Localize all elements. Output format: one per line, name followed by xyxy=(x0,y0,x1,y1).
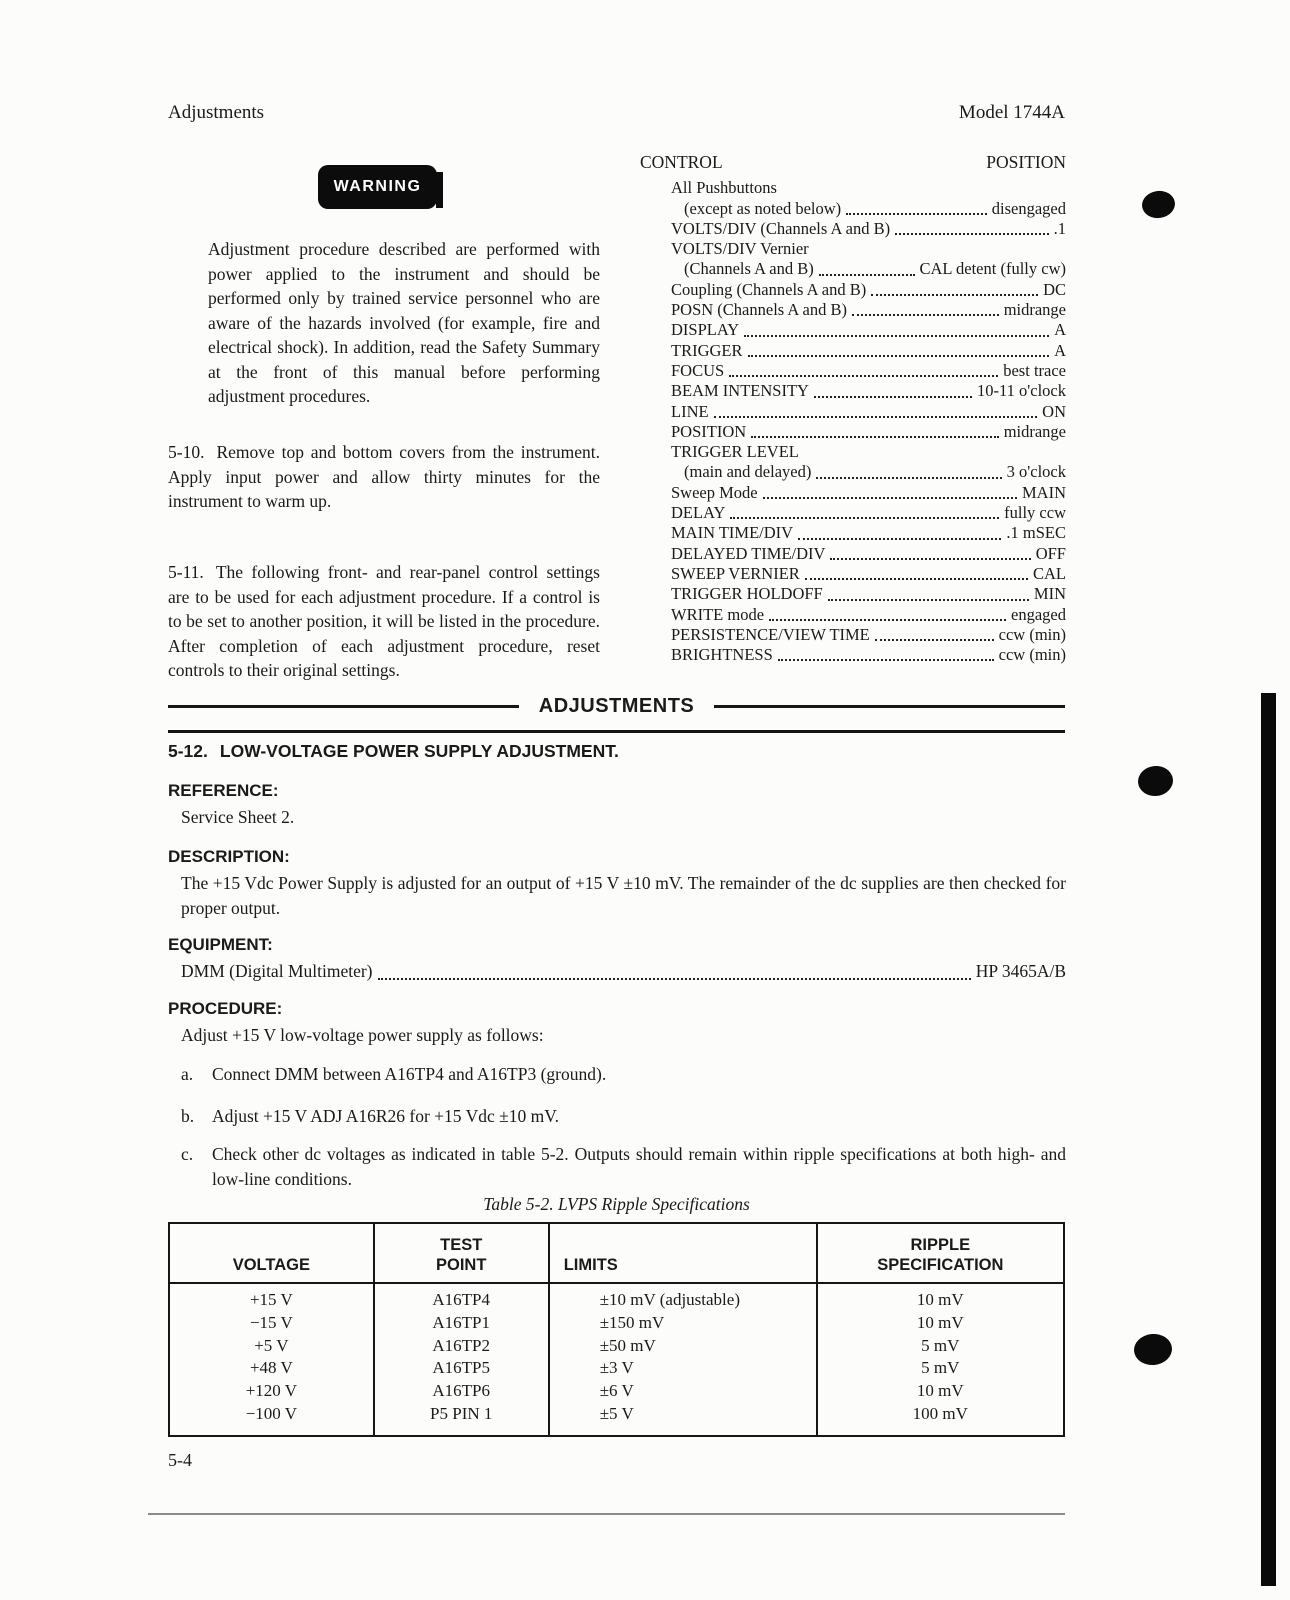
control-value: 10-11 o'clock xyxy=(977,381,1066,401)
procedure-intro: Adjust +15 V low-voltage power supply as follows: xyxy=(181,1025,544,1045)
step-text: Check other dc voltages as indicated in table 5-2. Outputs should remain within ripple specifications at both high- and low-line conditions. xyxy=(212,1144,1066,1189)
control-label: VOLTS/DIV (Channels A and B) xyxy=(671,218,891,238)
control-row xyxy=(640,280,1066,300)
dot-leader xyxy=(714,416,1038,418)
control-row xyxy=(640,625,1066,645)
dot-leader xyxy=(846,213,987,215)
control-value: fully ccw xyxy=(1004,503,1066,523)
dot-leader xyxy=(798,538,1001,540)
adjustments-banner xyxy=(168,695,1065,718)
header-section-title: Adjustments xyxy=(168,102,265,123)
table-cell: 10 mV xyxy=(916,1381,964,1401)
warning-label: WARNING xyxy=(333,178,422,195)
control-label: (main and delayed) xyxy=(684,462,812,482)
description-heading: DESCRIPTION: xyxy=(168,847,290,866)
table-cell: A16TP6 xyxy=(432,1381,491,1401)
table-cell: A16TP4 xyxy=(432,1290,491,1309)
table-cell: ±6 V xyxy=(599,1381,634,1401)
control-row xyxy=(640,605,1066,625)
control-value: midrange xyxy=(1003,300,1066,320)
procedure-step-c xyxy=(181,1142,1066,1191)
dot-leader xyxy=(828,599,1029,601)
warning-text: Adjustment procedure described are performed with power applied to the instrument and should be performed only by trained service personnel who are aware of the hazards involved (for example, fire and electrical shock). In addition, read the Safety Summary at the front of this manual before performing adjustment procedures. xyxy=(208,239,600,406)
dot-leader xyxy=(769,619,1006,621)
dot-leader xyxy=(816,477,1001,479)
control-column-label: CONTROL xyxy=(640,152,723,172)
dot-leader xyxy=(871,294,1038,296)
table-cell: 10 mV xyxy=(916,1312,964,1332)
paragraph-number: 5-11. xyxy=(168,562,204,582)
table-cell: 100 mV xyxy=(912,1403,968,1423)
column-limits xyxy=(548,1284,816,1435)
table-cell: P5 PIN 1 xyxy=(430,1403,493,1423)
control-value: disengaged xyxy=(991,198,1066,218)
table-cell: ±50 mV xyxy=(599,1335,656,1355)
table-cell: ±150 mV xyxy=(599,1312,665,1332)
control-row xyxy=(640,564,1066,584)
control-value: best trace xyxy=(1003,360,1066,380)
control-row xyxy=(640,239,1066,259)
page-edge-bar xyxy=(1261,693,1276,1586)
dot-leader xyxy=(875,639,994,641)
control-label: DELAY xyxy=(671,503,726,523)
control-label: (except as noted below) xyxy=(684,198,842,218)
dot-leader xyxy=(778,659,994,661)
paragraph-number: 5-10. xyxy=(168,442,205,462)
control-label: TRIGGER HOLDOFF xyxy=(671,584,823,604)
control-row xyxy=(640,402,1066,422)
procedure-heading: PROCEDURE: xyxy=(168,999,283,1018)
dot-leader xyxy=(730,517,999,519)
dot-leader xyxy=(744,335,1049,337)
control-value: MAIN xyxy=(1022,482,1066,502)
control-label: BRIGHTNESS xyxy=(671,645,773,665)
table-body xyxy=(170,1284,1063,1435)
step-letter: a. xyxy=(181,1064,194,1084)
page-number: 5-4 xyxy=(168,1450,192,1470)
control-row xyxy=(640,199,1066,219)
table-cell: +15 V xyxy=(249,1290,293,1309)
header-limits: LIMITS xyxy=(548,1224,816,1282)
binding-mark-3 xyxy=(1133,1332,1174,1366)
position-column-label: POSITION xyxy=(986,152,1066,172)
section-number: 5-12. xyxy=(168,741,208,761)
table-cell: +48 V xyxy=(249,1358,293,1378)
dot-leader xyxy=(751,436,999,438)
binding-mark-2 xyxy=(1137,764,1175,797)
paragraph-text: Remove top and bottom covers from the instrument. Apply input power and allow thirty minutes for the instrument to warm up. xyxy=(168,442,600,511)
control-value: midrange xyxy=(1003,421,1066,441)
step-text: Adjust +15 V ADJ A16R26 for +15 Vdc ±10 mV. xyxy=(212,1106,559,1126)
control-label: TRIGGER xyxy=(671,340,743,360)
step-text: Connect DMM between A16TP4 and A16TP3 (ground). xyxy=(212,1064,607,1084)
table-cell: 10 mV xyxy=(916,1290,964,1309)
paragraph-5-10 xyxy=(168,440,600,514)
control-row xyxy=(640,462,1066,482)
equipment-line xyxy=(181,959,1066,984)
control-label: VOLTS/DIV Vernier xyxy=(671,239,809,259)
control-label: Sweep Mode xyxy=(671,482,758,502)
control-value: .1 mSEC xyxy=(1006,523,1066,543)
control-label: PERSISTENCE/VIEW TIME xyxy=(671,624,870,644)
control-label: TRIGGER LEVEL xyxy=(671,442,799,462)
equipment-value: HP 3465A/B xyxy=(975,961,1066,981)
control-row xyxy=(640,381,1066,401)
table-cell: 5 mV xyxy=(921,1335,960,1355)
control-row xyxy=(640,483,1066,503)
dot-leader xyxy=(895,233,1049,235)
control-label: MAIN TIME/DIV xyxy=(671,523,794,543)
reference-body: Service Sheet 2. xyxy=(181,807,295,827)
control-label: POSN (Channels A and B) xyxy=(671,300,848,320)
control-value: OFF xyxy=(1035,543,1066,563)
table-cell: A16TP5 xyxy=(432,1358,491,1378)
control-row xyxy=(640,320,1066,340)
paragraph-text: The following front- and rear-panel control settings are to be used for each adjustment procedure. If a control is to be set to another position, it will be listed in the procedure. After completion of each adjustment procedure, reset controls to their original settings. xyxy=(168,562,600,680)
table-cell: ±5 V xyxy=(599,1403,634,1423)
section-5-12-heading xyxy=(168,741,619,762)
control-list-header xyxy=(640,152,1066,172)
control-row xyxy=(640,523,1066,543)
procedure-step-a xyxy=(181,1062,1066,1087)
control-row xyxy=(640,259,1066,279)
section-divider-rule xyxy=(168,730,1065,733)
control-label: BEAM INTENSITY xyxy=(671,381,809,401)
control-value: .1 xyxy=(1053,218,1066,238)
control-label: LINE xyxy=(671,401,709,421)
control-label: (Channels A and B) xyxy=(684,259,814,279)
control-row xyxy=(640,341,1066,361)
equipment-heading: EQUIPMENT: xyxy=(168,935,273,954)
dot-leader xyxy=(814,396,972,398)
control-label: DISPLAY xyxy=(671,320,740,340)
banner-rule-left xyxy=(168,705,519,708)
dot-leader xyxy=(748,355,1050,357)
header-model-number: Model 1744A xyxy=(958,102,1065,123)
dot-leader xyxy=(852,314,999,316)
table-cell: 5 mV xyxy=(921,1358,960,1378)
dot-leader xyxy=(378,978,971,980)
dot-leader xyxy=(805,578,1028,580)
dot-leader xyxy=(830,558,1030,560)
control-value: DC xyxy=(1043,279,1066,299)
running-header xyxy=(168,102,1065,124)
control-value: engaged xyxy=(1011,604,1066,624)
control-label: DELAYED TIME/DIV xyxy=(671,543,826,563)
control-label: Coupling (Channels A and B) xyxy=(671,279,867,299)
table-cell: ±10 mV (adjustable) xyxy=(599,1290,740,1309)
control-label: WRITE mode xyxy=(671,604,765,624)
table-cell: −100 V xyxy=(245,1403,297,1423)
control-row xyxy=(640,544,1066,564)
control-value: MIN xyxy=(1033,584,1066,604)
control-row xyxy=(640,645,1066,665)
control-row xyxy=(640,361,1066,381)
table-caption: Table 5-2. LVPS Ripple Specifications xyxy=(483,1194,750,1214)
control-value: ccw (min) xyxy=(998,645,1066,665)
column-test-point xyxy=(373,1284,548,1435)
dot-leader xyxy=(819,274,915,276)
control-row xyxy=(640,442,1066,462)
control-value: A xyxy=(1054,340,1066,360)
control-row xyxy=(640,178,1066,198)
control-row xyxy=(640,503,1066,523)
section-title: LOW-VOLTAGE POWER SUPPLY ADJUSTMENT. xyxy=(219,741,619,761)
procedure-step-b xyxy=(181,1104,1066,1129)
control-row xyxy=(640,219,1066,239)
table-header-row xyxy=(170,1224,1063,1284)
control-label: SWEEP VERNIER xyxy=(671,563,800,583)
control-settings-list xyxy=(640,152,1066,665)
control-value: 3 o'clock xyxy=(1006,462,1066,482)
step-letter: c. xyxy=(181,1144,194,1164)
equipment-item: DMM (Digital Multimeter) xyxy=(181,961,373,981)
control-label: All Pushbuttons xyxy=(671,178,777,198)
adjustments-title: ADJUSTMENTS xyxy=(538,695,695,717)
header-ripple-spec: RIPPLE SPECIFICATION xyxy=(816,1224,1063,1282)
table-cell: +120 V xyxy=(245,1381,297,1401)
table-cell: +5 V xyxy=(254,1335,289,1355)
banner-rule-right xyxy=(714,705,1065,708)
reference-heading: REFERENCE: xyxy=(168,781,279,800)
header-test-point: TEST POINT xyxy=(373,1224,548,1282)
bottom-hairline xyxy=(148,1513,1065,1515)
step-letter: b. xyxy=(181,1106,195,1126)
table-5-2 xyxy=(168,1222,1065,1437)
control-value: A xyxy=(1054,320,1066,340)
dot-leader xyxy=(729,375,998,377)
column-voltage xyxy=(170,1284,373,1435)
warning-box xyxy=(318,165,437,209)
header-voltage: VOLTAGE xyxy=(232,1256,310,1274)
control-value: ON xyxy=(1042,401,1066,421)
control-value: ccw (min) xyxy=(998,624,1066,644)
table-cell: ±3 V xyxy=(599,1358,634,1378)
description-body: The +15 Vdc Power Supply is adjusted for an output of +15 V ±10 mV. The remainder of the dc supplies are then checked for proper output. xyxy=(181,873,1066,918)
control-row xyxy=(640,300,1066,320)
dot-leader xyxy=(763,497,1017,499)
table-cell: A16TP1 xyxy=(432,1312,491,1332)
binding-mark-1 xyxy=(1140,189,1176,220)
control-row xyxy=(640,422,1066,442)
table-cell: A16TP2 xyxy=(432,1335,491,1355)
column-ripple-spec xyxy=(816,1284,1063,1435)
paragraph-5-11 xyxy=(168,560,600,683)
table-cell: −15 V xyxy=(249,1312,293,1332)
control-value: CAL xyxy=(1033,563,1066,583)
control-label: POSITION xyxy=(671,421,747,441)
control-row xyxy=(640,584,1066,604)
control-value: CAL detent (fully cw) xyxy=(919,259,1066,279)
control-label: FOCUS xyxy=(671,360,725,380)
